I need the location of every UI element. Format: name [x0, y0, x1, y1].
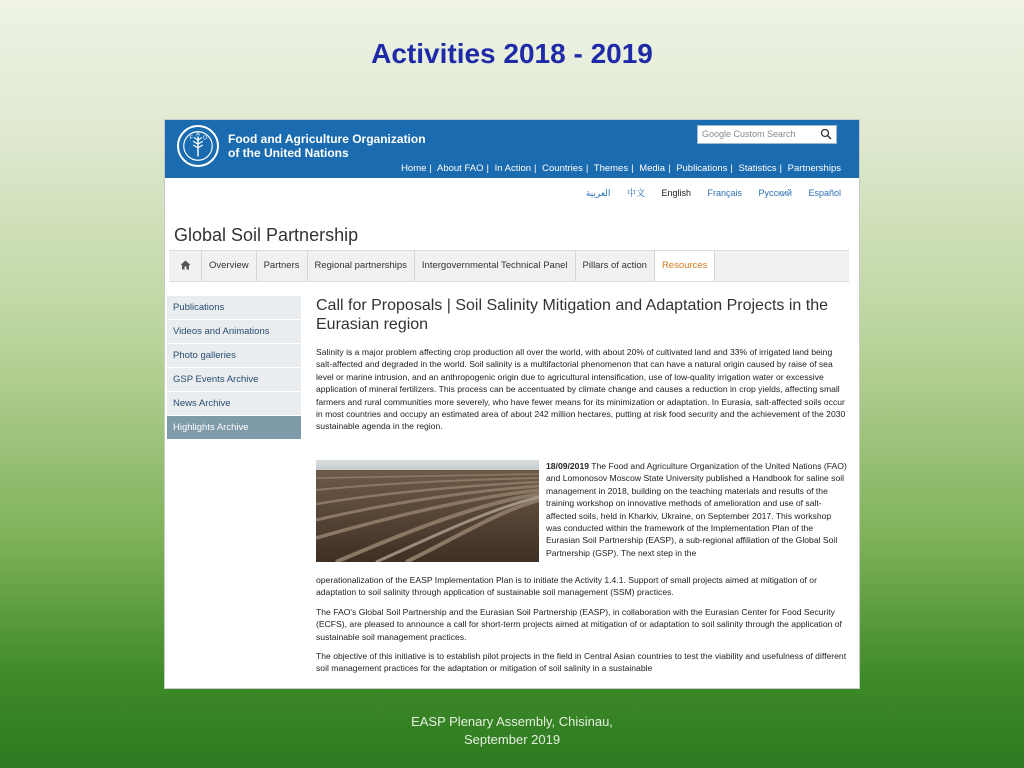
nav-home[interactable]: Home — [401, 163, 427, 174]
fao-org-line2: of the United Nations — [228, 146, 349, 160]
top-nav: Home | About FAO | In Action | Countries | Themes | Media | Publications | Statistics | Partnerships — [401, 163, 841, 174]
nav-countries[interactable]: Countries — [542, 163, 583, 174]
side-item-events-archive[interactable]: GSP Events Archive — [167, 368, 301, 392]
fao-org-name[interactable] — [228, 132, 426, 160]
nav-publications[interactable]: Publications — [676, 163, 728, 174]
nav-media[interactable]: Media — [639, 163, 666, 174]
webpage-screenshot — [165, 120, 859, 688]
tab-overview[interactable]: Overview — [202, 251, 257, 281]
lang-english[interactable]: English — [661, 188, 691, 198]
tab-pillars[interactable]: Pillars of action — [576, 251, 655, 281]
nav-partnerships[interactable]: Partnerships — [787, 163, 841, 174]
article-title: Call for Proposals | Soil Salinity Mitigation and Adaptation Projects in the Eurasian region — [316, 297, 828, 333]
fao-org-line1: Food and Agriculture Organization — [228, 132, 426, 146]
svg-text:A: A — [196, 131, 200, 138]
news-body: The Food and Agriculture Organization of the United Nations (FAO) and Lomonosov Moscow State University published a Handbook for saline soil management in 2018, building on the teaching materials and results of the training workshop on innovative methods of amelioration and use of salt-affected soils, held in Kharkiv, Ukraine, on September 2017. This workshop was conducted within the framework of the Implementation Plan of the Eurasian Soil Partnership (EASP), a sub-regional affiliation of the Global Soil Partnership (GSP). The next step in the — [546, 461, 847, 558]
side-item-photo-galleries[interactable]: Photo galleries — [167, 344, 301, 368]
article-para2: The FAO's Global Soil Partnership and the Eurasian Soil Partnership (EASP), in collaboration with the Eurasian Center for Food Security (ECFS), are pleased to announce a call for short-term projects aimed at mitigation of or adaptation to soil salinity through the application of sustainable soil management practices. — [316, 606, 842, 642]
lang-spanish[interactable]: Español — [808, 188, 841, 198]
language-bar — [572, 186, 841, 199]
tab-regional-partnerships[interactable]: Regional partnerships — [308, 251, 415, 281]
fao-logo-icon[interactable] — [177, 125, 219, 167]
slide-footer — [0, 713, 1024, 749]
news-continuation — [316, 574, 848, 675]
nav-in-action[interactable]: In Action — [494, 163, 532, 174]
gsp-nav — [169, 250, 849, 282]
side-item-highlights-archive[interactable]: Highlights Archive — [167, 416, 301, 440]
svg-text:O: O — [202, 135, 208, 142]
side-item-videos[interactable]: Videos and Animations — [167, 320, 301, 344]
soil-field-photo — [316, 460, 539, 562]
nav-themes[interactable]: Themes — [593, 163, 629, 174]
lang-french[interactable]: Français — [707, 188, 743, 198]
article-intro: Salinity is a major problem affecting crop production all over the world, with about 20% of cultivated land and 33% of irrigated land being salt-affected and degraded in the world. Soil salinity is a multifactorial phenomenon that can have a natural origin caused by raise of sea level or marine intrusion, and an anthropogenic origin due to agricultural intensification, use of low-quality irrigation water or excessive application of mineral fertilizers. This process can be accentuated by climate change and causes a reduction in crop yields, affecting small farmers and rural communities more severely, who have fewer means for its minimization or adaptation. In Eurasia, salt-affected soils occur in most countries and occupy an estimated area of about 242 million hectares, putting at risk food security and the achievement of the 2030 sustainable agenda in the region. — [316, 347, 846, 432]
tab-itps[interactable]: Intergovernmental Technical Panel — [415, 251, 576, 281]
home-tab[interactable] — [169, 251, 202, 281]
side-item-publications[interactable]: Publications — [167, 296, 301, 320]
side-item-news-archive[interactable]: News Archive — [167, 392, 301, 416]
news-date: 18/09/2019 — [546, 461, 590, 471]
home-icon — [180, 260, 191, 270]
tab-partners[interactable]: Partners — [257, 251, 308, 281]
nav-about[interactable]: About FAO — [437, 163, 484, 174]
tab-resources[interactable]: Resources — [655, 251, 715, 281]
search-icon[interactable] — [820, 128, 832, 140]
news-text — [546, 460, 848, 559]
news-cont: operationalization of the EASP Implementation Plan is to initiate the Activity 1.4.1. Support of small projects aimed at mitigation of or adaptation to soil salinity through application of sustainable soil management (SSM) practices. — [316, 575, 817, 598]
slide-title: Activities 2018 - 2019 — [371, 38, 653, 69]
search-placeholder: Google Custom Search — [702, 129, 796, 139]
lang-chinese[interactable]: 中文 — [626, 188, 645, 198]
lang-russian[interactable]: Русский — [758, 188, 792, 198]
lang-arabic[interactable]: العربية — [585, 188, 611, 198]
footer-line2: September 2019 — [463, 732, 561, 747]
svg-text:F: F — [189, 135, 193, 142]
fao-header — [165, 120, 859, 178]
search-input[interactable] — [697, 125, 837, 144]
footer-line1: EASP Plenary Assembly, Chisinau, — [411, 714, 613, 729]
side-menu — [167, 296, 301, 440]
nav-statistics[interactable]: Statistics — [738, 163, 777, 174]
gsp-title: Global Soil Partnership — [174, 225, 359, 245]
article-para3: The objective of this initiative is to establish pilot projects in the field in Central Asian countries to test the viability and usefulness of different soil management practices for the adaptation or mitigation of soil salinity in a sustainable — [316, 651, 847, 674]
